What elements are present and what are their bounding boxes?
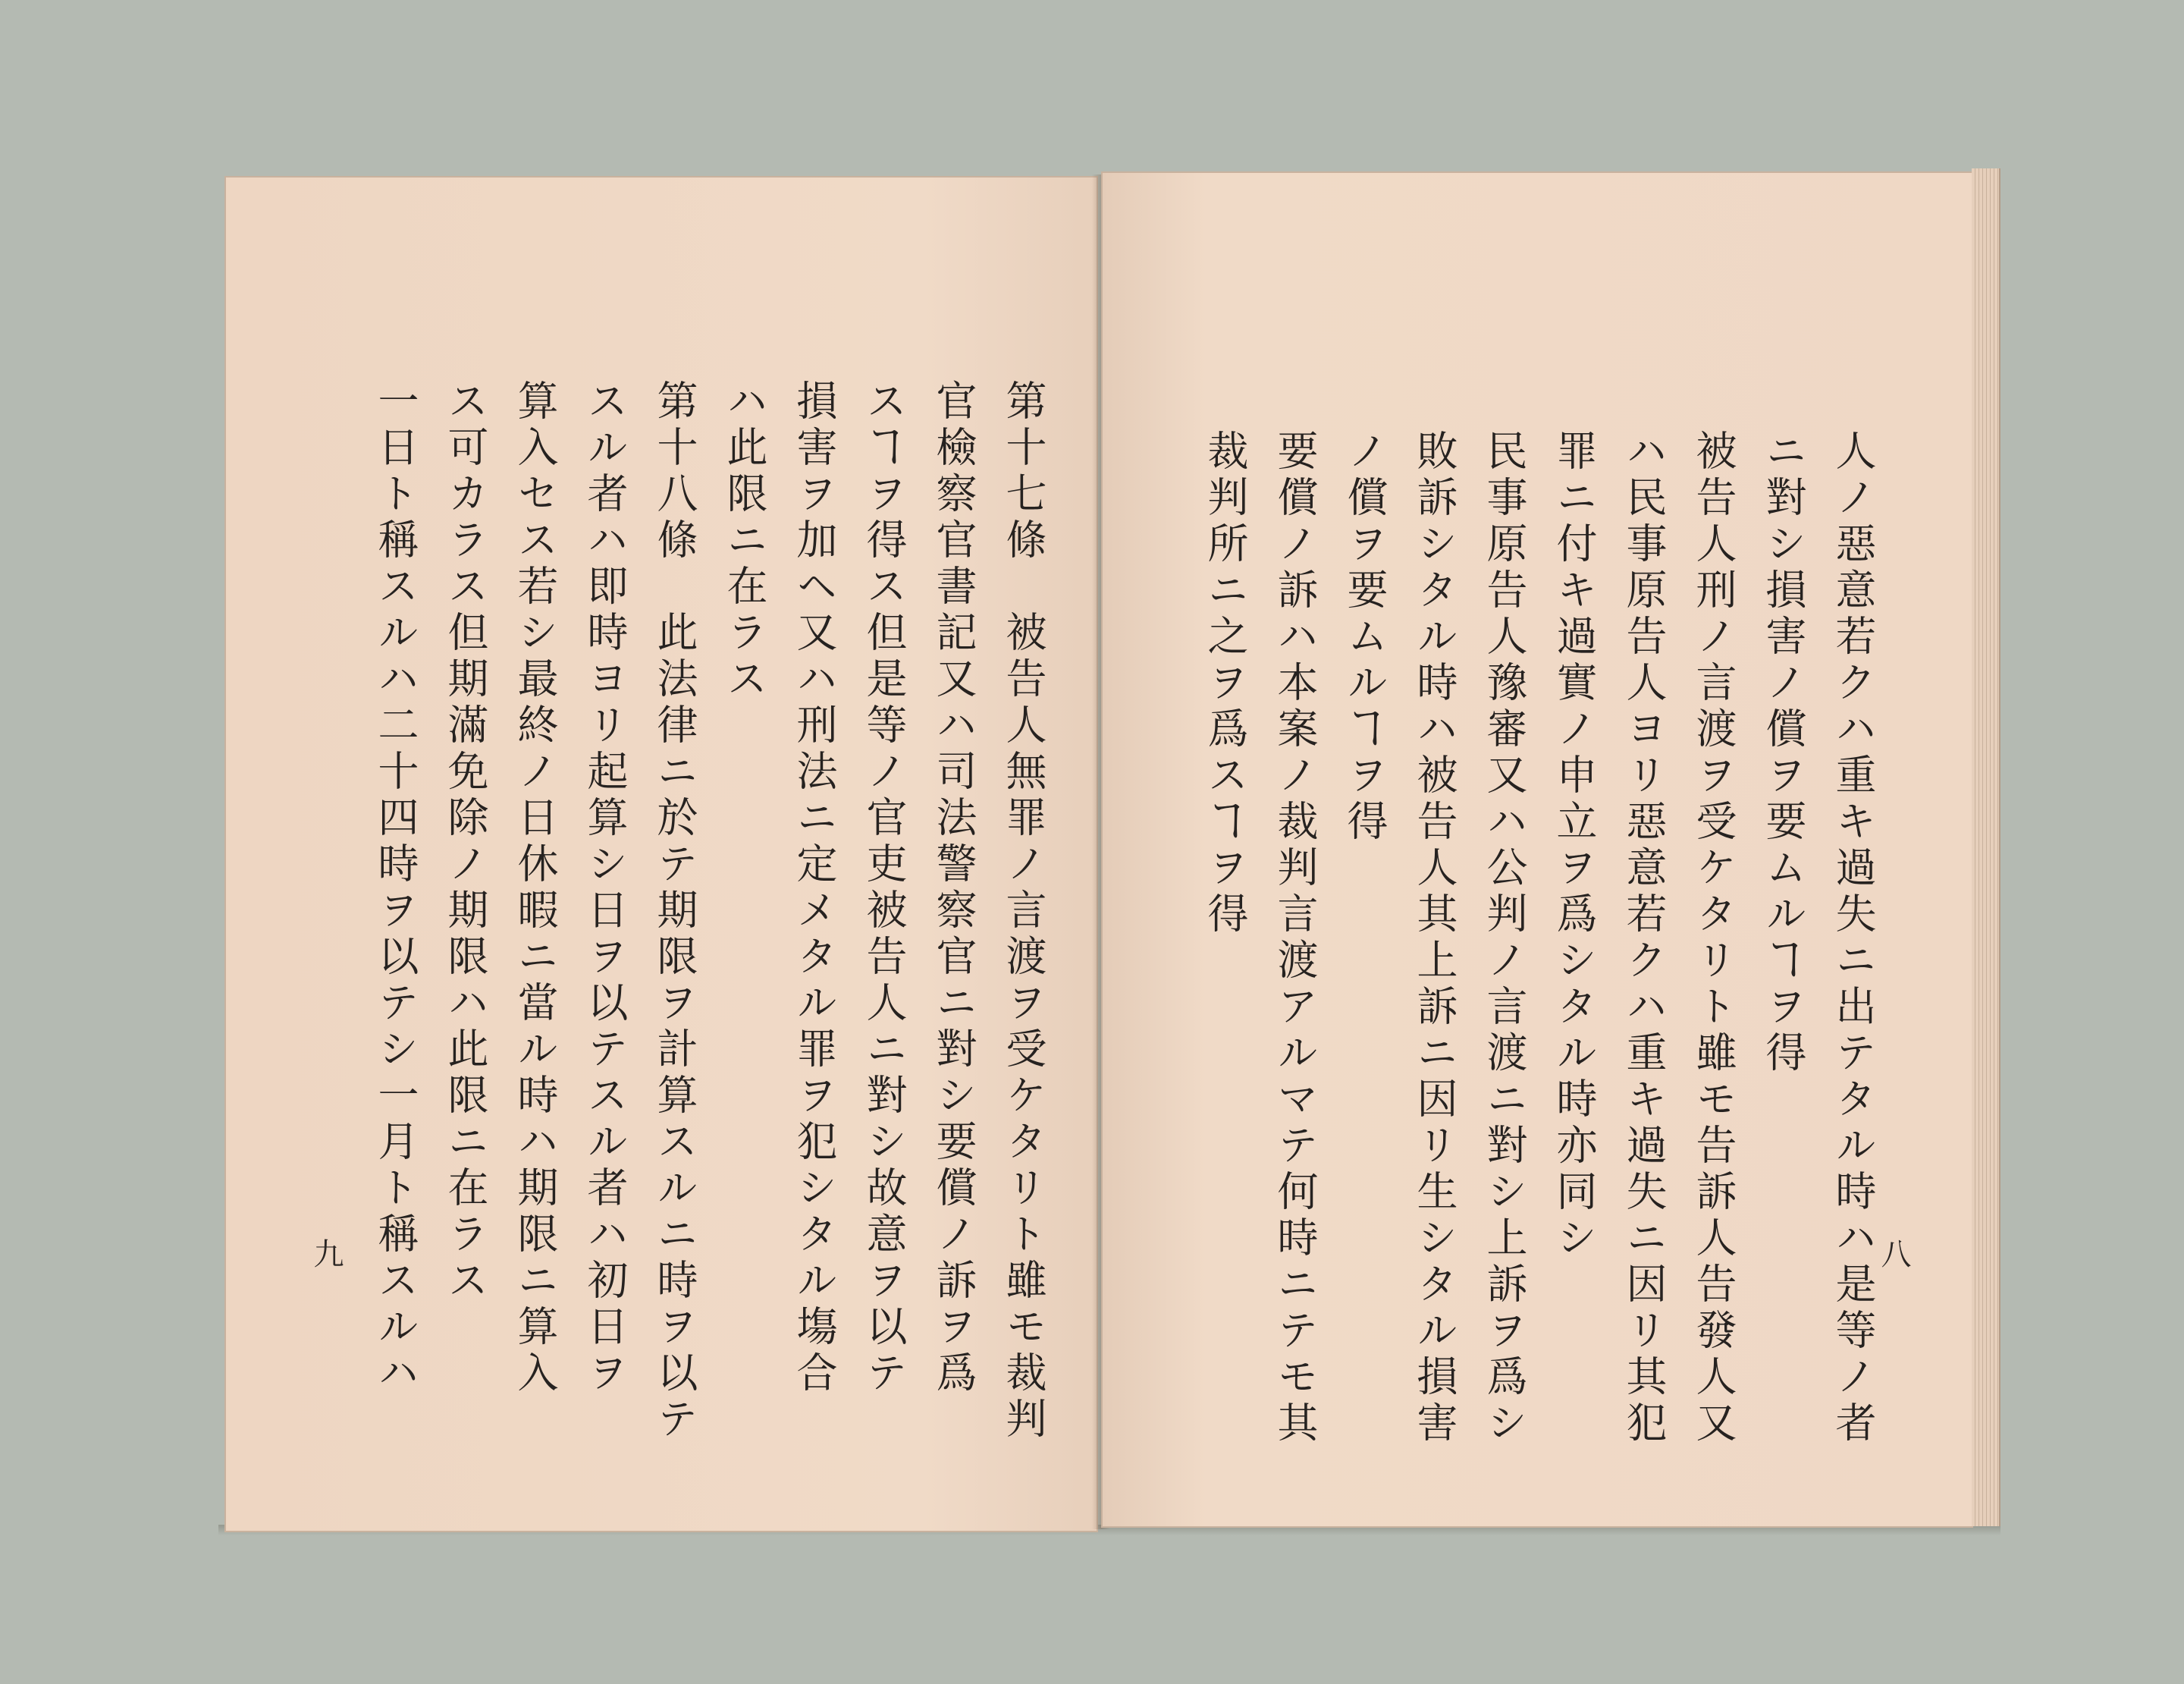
left-column-10: 一日ト稱スルハ二十四時ヲ以テシ一月ト稱スルハ (372, 379, 419, 1397)
left-column-9: ス可カラス但期滿免除ノ期限ハ此限ニ在ラス (441, 379, 489, 1305)
left-column-4: 損害ヲ加ヘ又ハ刑法ニ定メタル罪ヲ犯シタル塲合 (790, 379, 838, 1397)
left-column-5: ハ此限ニ在ラス (720, 379, 768, 703)
left-column-2: 官檢察官書記又ハ司法警察官ニ對シ要償ノ訴ヲ爲 (930, 379, 977, 1397)
left-page-number: 九 (309, 1238, 344, 1268)
right-page (1101, 171, 1973, 1528)
right-column-5: 罪ニ付キ過實ノ申立ヲ爲シタル時亦同シ (1550, 429, 1598, 1262)
right-column-2: ニ對シ損害ノ償ヲ要ムルヿヲ得 (1759, 429, 1807, 1077)
right-column-10: 裁判所ニ之ヲ爲スヿヲ得 (1201, 429, 1249, 938)
left-column-6: 第十八條 此法律ニ於テ期限ヲ計算スルニ時ヲ以テ (651, 379, 698, 1444)
right-column-4: ハ民事原告人ヨリ惡意若クハ重キ過失ニ因リ其犯 (1620, 429, 1668, 1447)
left-column-7: スル者ハ即時ヨリ起算シ日ヲ以テスル者ハ初日ヲ (581, 379, 629, 1397)
right-column-6: 民事原告人豫審又ハ公判ノ言渡ニ對シ上訴ヲ爲シ (1480, 429, 1528, 1447)
right-column-1: 人ノ惡意若クハ重キ過失ニ出テタル時ハ是等ノ者 (1829, 429, 1877, 1447)
right-page-number: 八 (1876, 1238, 1911, 1268)
left-column-3: スヿヲ得ス但是等ノ官吏被告人ニ對シ故意ヲ以テ (860, 379, 908, 1397)
right-column-3: 被告人刑ノ言渡ヲ受ケタリト雖モ告訴人告發人又 (1690, 429, 1737, 1447)
left-page (224, 176, 1098, 1532)
right-column-8: ノ償ヲ要ムルヿヲ得 (1341, 429, 1389, 846)
page-edges (1972, 168, 2000, 1526)
right-column-9: 要償ノ訴ハ本案ノ裁判言渡アルマテ何時ニテモ其 (1271, 429, 1319, 1447)
left-column-8: 算入セス若シ最終ノ日休暇ニ當ル時ハ期限ニ算入 (511, 379, 559, 1397)
right-column-7: 敗訴シタル時ハ被告人其上訴ニ因リ生シタル損害 (1410, 429, 1458, 1447)
left-column-1: 第十七條 被告人無罪ノ言渡ヲ受ケタリト雖モ裁判 (999, 379, 1047, 1444)
